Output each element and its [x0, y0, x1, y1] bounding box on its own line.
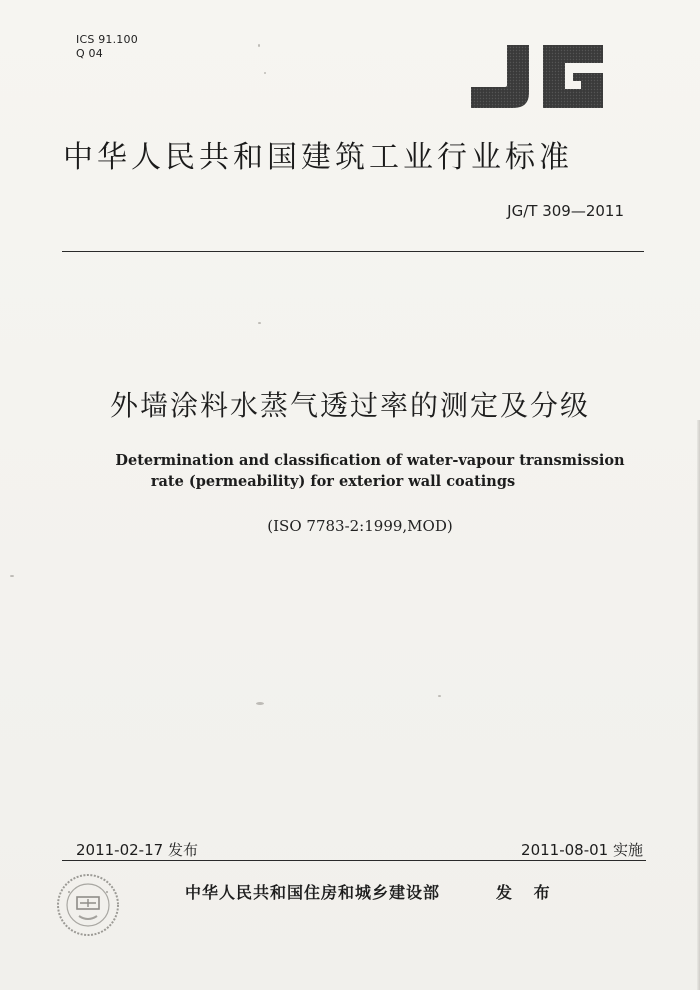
document-title-chinese: 外墙涂料水蒸气透过率的测定及分级: [109, 389, 590, 422]
standard-number: JG/T 309—2011: [507, 202, 624, 220]
jg-logo: [467, 43, 607, 110]
effective-date: 2011-08-01 实施: [521, 841, 643, 859]
ccs-code: Q 04: [76, 47, 103, 60]
scan-speck: [264, 72, 266, 74]
classification-codes: [76, 33, 138, 61]
footer-divider: [62, 860, 646, 861]
iso-reference: (ISO 7783-2:1999,MOD): [267, 517, 453, 535]
scan-speck: [258, 322, 261, 324]
scan-speck: [258, 44, 260, 47]
title-english-line-1: Determination and classification of water-vapour transmission: [115, 452, 625, 469]
ics-code: ICS 91.100: [76, 33, 138, 46]
standard-category-title: 中华人民共和国建筑工业行业标准: [63, 140, 573, 175]
scan-speck: [256, 702, 264, 705]
document-title-english: [0, 450, 700, 493]
issuing-authority: 中华人民共和国住房和城乡建设部: [185, 883, 441, 902]
issue-date: 2011-02-17 发布: [76, 841, 198, 859]
logo-text: JG: [467, 43, 469, 44]
scan-speck: [10, 575, 14, 577]
logo-letter-g: [543, 45, 603, 108]
scan-speck: [438, 695, 441, 697]
header-divider: [62, 251, 644, 252]
issue-label: 发 布: [496, 883, 558, 902]
logo-letter-j: [471, 45, 529, 108]
issuer-seal-stamp: [55, 872, 121, 938]
title-english-line-2: rate (permeability) for exterior wall coatings: [150, 473, 516, 490]
